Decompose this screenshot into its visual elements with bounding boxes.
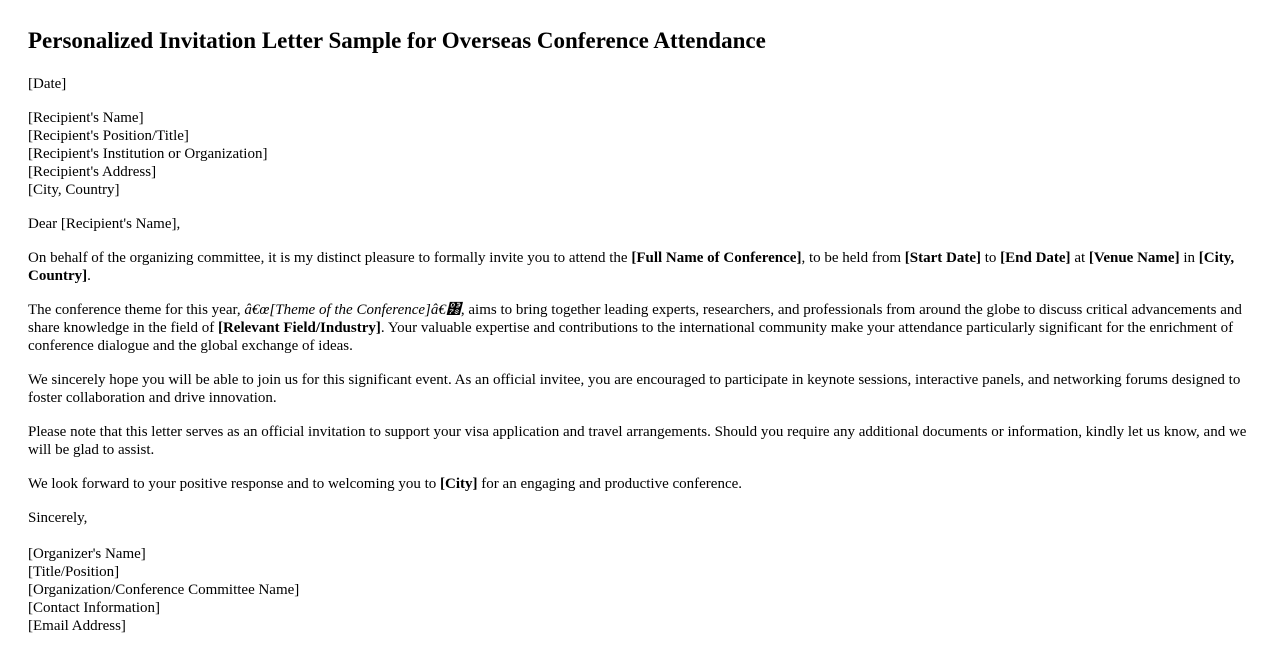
organizer-title: [Title/Position] — [28, 564, 120, 580]
para1-text-5: in — [1179, 250, 1199, 266]
recipient-address-block — [28, 109, 1250, 199]
paragraph-closing-remark — [28, 475, 1250, 493]
recipient-institution: [Recipient's Institution or Organization] — [28, 146, 268, 162]
city-placeholder: [City] — [440, 476, 478, 492]
organizer-organization: [Organization/Conference Committee Name] — [28, 582, 300, 598]
recipient-city-country: [City, Country] — [28, 182, 120, 198]
recipient-position: [Recipient's Position/Title] — [28, 128, 189, 144]
para5-text-2: for an engaging and productive conference. — [477, 476, 743, 492]
page-title: Personalized Invitation Letter Sample for Overseas Conference Attendance — [28, 28, 766, 53]
signature-block — [28, 545, 1250, 635]
start-date-placeholder: [Start Date] — [904, 250, 981, 266]
recipient-address: [Recipient's Address] — [28, 164, 157, 180]
para1-text-2: , to be held from — [801, 250, 905, 266]
end-date-placeholder: [End Date] — [1000, 250, 1071, 266]
para1-text-1: On behalf of the organizing committee, it is my distinct pleasure to formally invite you to attend the — [28, 250, 632, 266]
city-country-placeholder: [City, Country] — [28, 250, 1235, 284]
closing: Sincerely, — [28, 510, 88, 526]
venue-name-placeholder: [Venue Name] — [1088, 250, 1180, 266]
theme-quote-close: â€͸ — [430, 302, 461, 318]
organizer-contact: [Contact Information] — [28, 600, 161, 616]
para1-text-3: to — [980, 250, 1001, 266]
organizer-name: [Organizer's Name] — [28, 546, 146, 562]
theme-placeholder: [Theme of the Conference] — [269, 302, 431, 318]
para2-text-1: The conference theme for this year, — [28, 302, 245, 318]
para1-text-6: . — [87, 268, 91, 284]
letter-date: [Date] — [28, 76, 67, 92]
organizer-email: [Email Address] — [28, 618, 126, 634]
para5-text-1: We look forward to your positive response and to welcoming you to — [28, 476, 441, 492]
salutation: Dear [Recipient's Name], — [28, 216, 181, 232]
para2-text-3: . Your valuable expertise and contributions to the international community make your attendance particularly significant for the enrichment of conference dialogue and the global exchange of ideas. — [28, 320, 1234, 354]
theme-quote-open: â€œ — [244, 302, 270, 318]
field-placeholder: [Relevant Field/Industry] — [217, 320, 381, 336]
paragraph-visa: Please note that this letter serves as an official invitation to support your visa application and travel arrangements. Should you require any additional documents or information, kindly let us know, and we will be glad to assist. — [28, 424, 1247, 458]
paragraph-participation: We sincerely hope you will be able to join us for this significant event. As an official invitee, you are encouraged to participate in keynote sessions, interactive panels, and networking forums designed to foster collaboration and drive innovation. — [28, 372, 1241, 406]
para1-text-4: at — [1070, 250, 1089, 266]
paragraph-theme — [28, 301, 1250, 355]
recipient-name: [Recipient's Name] — [28, 110, 144, 126]
paragraph-invitation — [28, 249, 1250, 285]
para2-text-2: , aims to bring together leading experts, researchers, and professionals from around the globe to discuss critical advancements and share knowledge in the field of — [28, 302, 1242, 336]
conference-name-placeholder: [Full Name of Conference] — [631, 250, 802, 266]
